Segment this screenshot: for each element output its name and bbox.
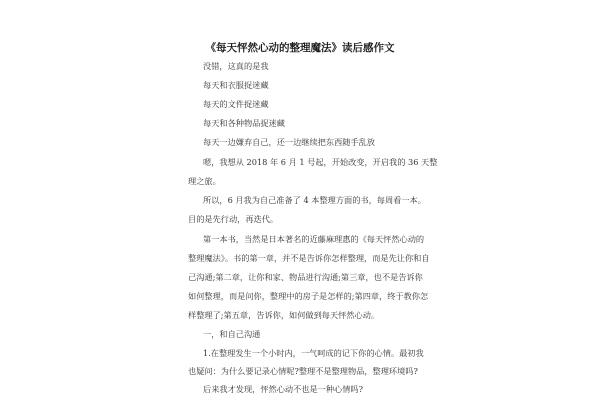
text-line: 1.在整理发生一个小时内，一气呵成的记下你的心情。最初我 [203,348,424,358]
text-line: 如何整理，而是问你，整理中的房子是怎样的;第四章，终于教你怎 [188,291,429,301]
text-line: 每天一边嫌弃自己，还一边继续把东西随手乱放 [203,137,375,147]
text-line: 没错，这真的是我 [203,61,269,71]
text-line: 目的是先行动，再迭代。 [188,214,279,224]
text-line: 每天和衣服捉迷藏 [203,80,269,90]
text-line: 每天的文件捉迷藏 [203,99,269,109]
text-line: 样整理了;第五章，告诉你，如何做到每天怦然心动。 [188,310,380,320]
text-line: 后来我才发现，怦然心动不也是一种心情吗? [203,384,363,394]
text-line: 也疑问：为什么要记录心情呢?整理不是整理物品，整理环境吗? [188,366,418,376]
text-line: 每天和各种物品捉迷藏 [203,118,285,128]
text-line: 第一本书，当然是日本著名的近藤麻理惠的《每天怦然心动的 [203,234,425,244]
text-line: 理之旅。 [188,176,221,186]
text-line: 己沟通;第二章，让你和家、物品进行沟通;第三章，也不是告诉你 [188,272,423,282]
document-title: 《每天怦然心动的整理魔法》读后感作文 [205,42,395,54]
text-line: 嗯，我想从 2018 年 6 月 1 号起，开始改变，开启我的 36 天整 [203,157,438,167]
section-heading: 一，和自己沟通 [203,329,261,339]
text-line: 整理魔法》。书的第一章，并不是告诉你怎样整理，而是先让你和自 [188,253,430,263]
text-line: 所以，6 月我为自己准备了 4 本整理方面的书，每周看一本。 [203,195,426,205]
